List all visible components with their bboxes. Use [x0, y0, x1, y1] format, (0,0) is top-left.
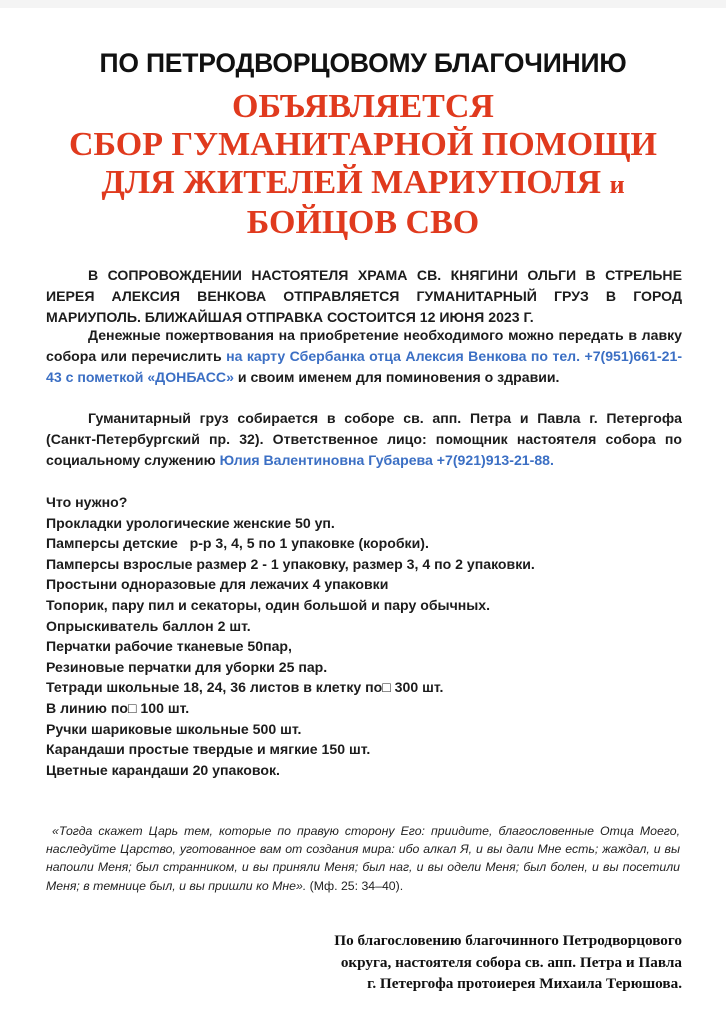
- list-item: Тетради школьные 18, 24, 36 листов в клетку по□ 300 шт.: [46, 679, 444, 696]
- responsible-person-contact: Юлия Валентиновна Губарева +7(921)913-21-88.: [219, 452, 554, 468]
- paragraph-donations: [46, 325, 682, 388]
- needs-heading: Что нужно?: [46, 494, 128, 510]
- signature-line-3: г. Петергофа протоиерея Михаила Терюшова.: [367, 975, 682, 992]
- paragraph-shipment-text: В СОПРОВОЖДЕНИИ НАСТОЯТЕЛЯ ХРАМА СВ. КНЯГИНИ ОЛЬГИ В СТРЕЛЬНЕ ИЕРЕЯ АЛЕКСИЯ ВЕНКОВА ОТПРАВЛЯЕТСЯ ГУМАНИТАРНЫЙ ГРУЗ В ГОРОД МАРИУПОЛЬ. БЛИЖАЙШАЯ ОТПРАВКА СОСТОИТСЯ 12 ИЮНЯ 2023 Г.: [46, 267, 682, 325]
- paragraph-shipment: [46, 265, 682, 328]
- quote-text: «Тогда скажет Царь тем, которые по правую сторону Его: приидите, благословенные Отца Моего, наследуйте Царство, уготованное вам от создания мира: ибо алкал Я, и вы дали Мне есть; жаждал, и вы напоили Меня; был странником, и вы приняли Меня; был наг, и вы одели Меня; был болен, и вы посетили Меня; в темнице был, и вы пришли ко Мне».: [46, 824, 680, 893]
- list-item: Опрыскиватель баллон 2 шт.: [46, 617, 251, 634]
- signature-line-1: По благословению благочинного Петродворцового: [334, 932, 682, 949]
- list-item: Памперсы детские р-р 3, 4, 5 по 1 упаковке (коробки).: [46, 535, 429, 552]
- sberbank-card-contact: на карту Сбербанка отца Алексия Венкова по тел. +7(951)661-21-43 с пометкой «ДОНБАСС»: [46, 348, 683, 385]
- headline-line-3-conjunction: и: [609, 170, 625, 199]
- list-item: Перчатки рабочие тканевые 50пар,: [46, 638, 292, 655]
- headline-line-3-text: ДЛЯ ЖИТЕЛЕЙ МАРИУПОЛЯ: [101, 164, 602, 201]
- headline-line-2: СБОР ГУМАНИТАРНОЙ ПОМОЩИ: [69, 126, 657, 163]
- donations-text-end: и своим именем для поминовения о здравии.: [237, 369, 560, 385]
- headline-line-4: БОЙЦОВ СВО: [246, 204, 480, 241]
- quote-reference: (Мф. 25: 34–40).: [309, 878, 404, 893]
- donations-text: Денежные пожертвования на приобретение необходимого можно передать в лавку собора или перечислить: [46, 327, 682, 364]
- top-margin-strip: [0, 0, 726, 8]
- needs-list: [46, 492, 686, 780]
- list-item: В линию по□ 100 шт.: [46, 699, 190, 716]
- list-item: Памперсы взрослые размер 2 - 1 упаковку, размер 3, 4 по 2 упаковки.: [46, 555, 535, 572]
- list-item: Цветные карандаши 20 упаковок.: [46, 761, 280, 778]
- list-item: Резиновые перчатки для уборки 25 пар.: [46, 658, 328, 675]
- headline: [0, 88, 726, 242]
- list-item: Простыни одноразовые для лежачих 4 упаковки: [46, 576, 389, 593]
- list-item: Ручки шариковые школьные 500 шт.: [46, 720, 302, 737]
- list-item: Прокладки урологические женские 50 уп.: [46, 514, 335, 531]
- scripture-quote: [46, 822, 680, 895]
- deanery-heading: ПО ПЕТРОДВОРЦОВОМУ БЛАГОЧИНИЮ: [99, 48, 627, 78]
- signature-line-2: округа, настоятеля собора св. апп. Петра и Павла: [340, 953, 682, 971]
- headline-line-3: [0, 164, 726, 204]
- list-item: Карандаши простые твердые и мягкие 150 шт.: [46, 741, 371, 758]
- signature-block: [250, 930, 682, 995]
- collection-point-text: Гуманитарный груз собирается в соборе св. апп. Петра и Павла г. Петергофа (Санкт-Петербургский пр. 32). Ответственное лицо: помощник настоятеля собора по социальному служению: [46, 410, 682, 468]
- list-item: Топорик, пару пил и секаторы, один большой и пару обычных.: [46, 596, 491, 613]
- headline-line-1: ОБЪЯВЛЯЕТСЯ: [232, 88, 494, 125]
- paragraph-collection-point: [46, 408, 682, 471]
